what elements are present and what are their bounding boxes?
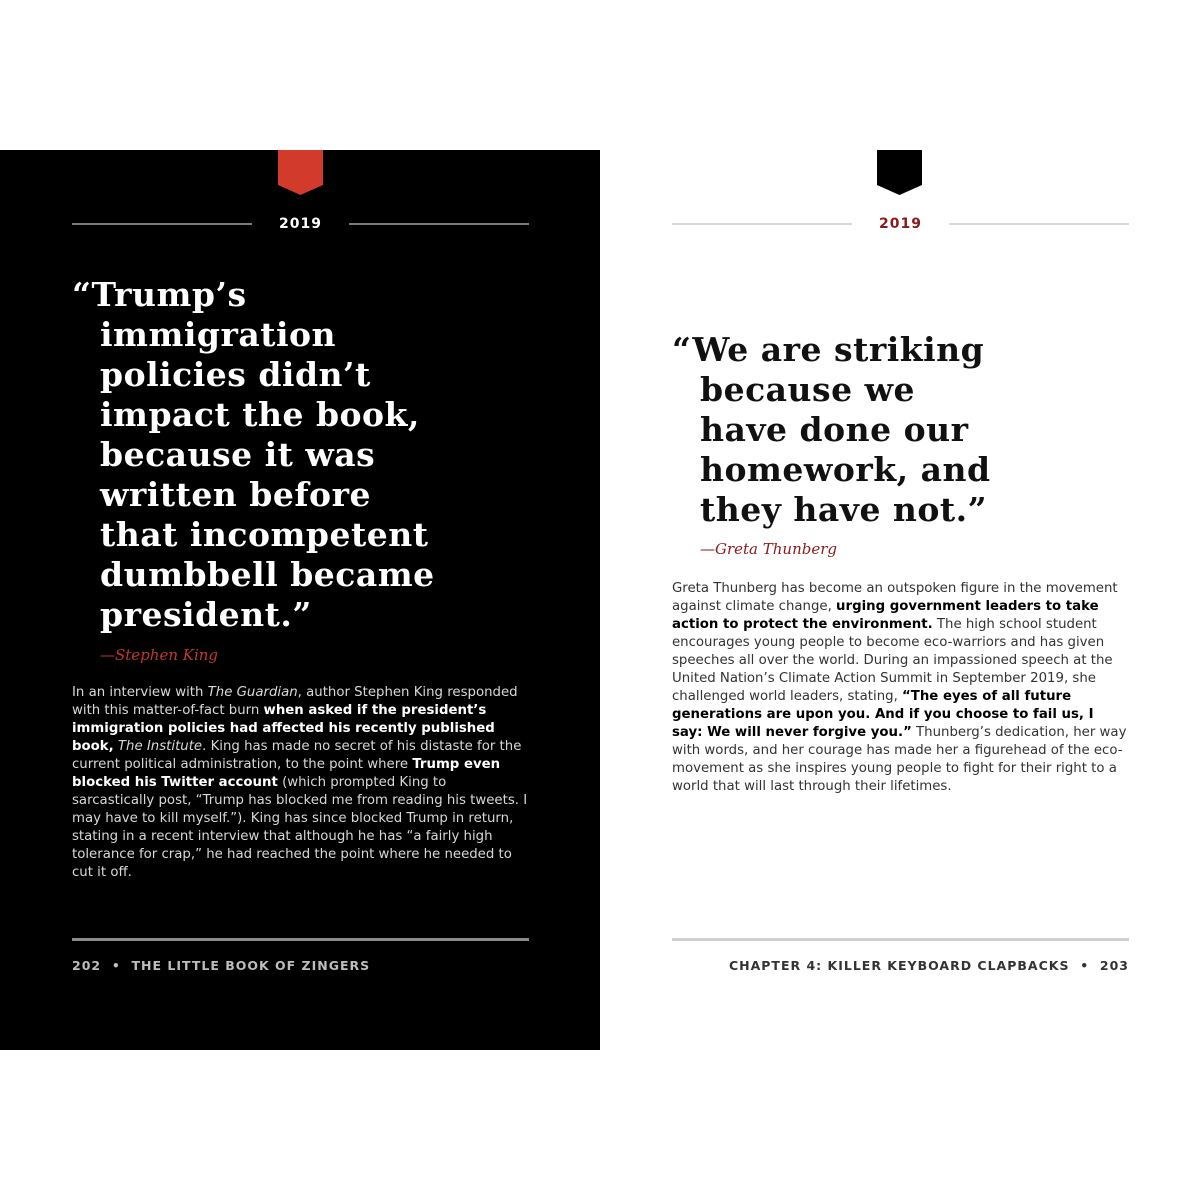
right-page [600,150,1200,1050]
footer-separator: • [111,958,121,973]
bookmark-ribbon-icon [278,150,323,195]
quote-attribution: —Greta Thunberg [700,540,838,558]
body-text-run: In an interview with [72,685,208,700]
body-text-run: (which prompted King to sarcastically post, “Trump has blocked me from reading his tweets. I may have to kill myself.”). King has since blocked Trump in return, stating in a recent interview that although he has “a fairly high tolerance for crap,” he had reached the point where he needed to cut it off. [72,775,528,880]
year-rule-right [349,223,529,225]
bold-highlight: Trump even blocked his Twitter account [72,757,501,790]
body-text-run: . King has made no secret of his distaste for the current political administration, to the point where [72,739,522,772]
body-paragraph [672,580,1128,796]
footer-separator: • [1080,958,1090,973]
left-page [0,150,600,1050]
footer-rule [672,938,1129,941]
body-paragraph [72,684,528,882]
book-spread [0,150,1200,1050]
pull-quote: “We are striking because we have done our homework, and they have not.” [672,330,991,529]
publication-title: The Guardian [207,685,298,700]
year-rule-right [949,223,1129,225]
year-label: 2019 [879,216,922,232]
page-footer [672,956,1129,976]
page-number: 202 [72,958,102,973]
bookmark-ribbon-icon [877,150,922,195]
year-header [72,212,529,236]
quote-attribution: —Stephen King [100,646,219,664]
footer-rule [72,938,529,941]
body-text-run: Greta Thunberg has become an outspoken figure in the movement against climate change, [672,581,1118,614]
page-footer [72,956,529,976]
body-text-run: The high school student encourages young people to become eco-warriors and has given speeches all over the world. During an impassioned speech at the United Nation’s Climate Action Summit in September 2019, she challenged world leaders, stating, [672,617,1113,704]
page-number: 203 [1099,958,1129,973]
pull-quote: “Trump’s immigration policies didn’t impact the book, because it was written before that incompetent dumbbell became president.” [72,275,435,634]
bold-highlight: urging government leaders to take action to protect the environment. [672,599,1099,632]
bold-highlight: “The eyes of all future generations are upon you. And if you choose to fail us, I say: We will never forgive you.” [672,689,1094,740]
bold-highlight: when asked if the president’s immigration policies had affected his recently published book, [72,703,495,754]
body-text-run: , author Stephen King responded with this matter-of-fact burn [72,685,518,718]
year-header [672,212,1129,236]
book-title: The Institute [117,739,203,754]
running-title: THE LITTLE BOOK OF ZINGERS [131,958,371,973]
year-label: 2019 [279,216,322,232]
body-text-run: Thunberg’s dedication, her way with words, and her courage has made her a figurehead of the eco-movement as she inspires young people to fight for their right to a world that will last through their lifetimes. [672,725,1127,794]
running-chapter-title: CHAPTER 4: KILLER KEYBOARD CLAPBACKS [728,958,1070,973]
